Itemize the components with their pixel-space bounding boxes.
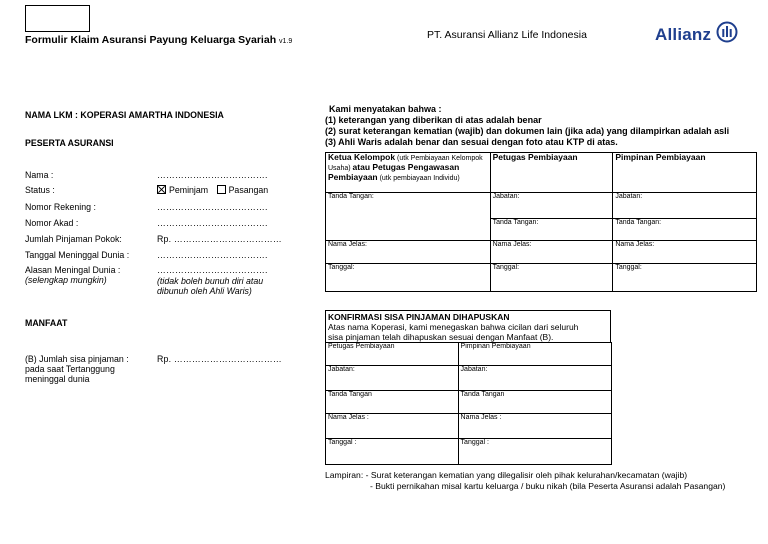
allianz-logo xyxy=(655,21,738,48)
sign-col-1-nama-jelas[interactable]: Nama Jelas: xyxy=(326,241,491,264)
petugas-pengawasan: atau Petugas Pengawasan Pembiayaan xyxy=(328,162,460,182)
pimpinan-pembiayaan-header: Pimpinan Pembiayaan xyxy=(615,152,706,162)
rekening-field[interactable]: ………………………………. xyxy=(157,202,268,212)
pasangan-checkbox[interactable] xyxy=(217,185,226,194)
tanggal-label: Tanggal Meninggal Dunia : xyxy=(25,250,130,260)
akad-label: Nomor Akad : xyxy=(25,218,79,228)
sign-col-2-tanda-tangan[interactable]: Tanda Tangan: xyxy=(490,219,613,241)
konfirmasi-text-2: sisa pinjaman telah dihapuskan sesuai dengan Manfaat (B). xyxy=(328,332,554,342)
konfirmasi-table xyxy=(325,342,612,465)
manfaat-item-1: (B) Jumlah sisa pinjaman : xyxy=(25,354,129,364)
konf-col-1-jabatan[interactable]: Jabatan: xyxy=(326,366,459,391)
sign-col-3-nama-jelas[interactable]: Nama Jelas: xyxy=(613,241,757,264)
peminjam-label: Peminjam xyxy=(169,185,209,195)
jumlah-label: Jumlah Pinjaman Pokok: xyxy=(25,234,122,244)
konf-col-2-tanggal[interactable]: Tanggal : xyxy=(458,439,611,465)
alasan-field[interactable]: ………………………………. xyxy=(157,265,268,275)
konf-col-2-nama-jelas[interactable]: Nama Jelas : xyxy=(458,414,611,439)
sign-col-3-tanggal[interactable]: Tanggal: xyxy=(613,264,757,292)
konfirmasi-box xyxy=(325,310,611,342)
manfaat-heading: MANFAAT xyxy=(25,318,68,328)
sign-col-1-header xyxy=(326,153,491,193)
konf-col-1-tanggal[interactable]: Tanggal : xyxy=(326,439,459,465)
manfaat-item-2: pada saat Tertanggung xyxy=(25,364,115,374)
sign-col-3-tanda-tangan[interactable]: Tanda Tangan: xyxy=(613,219,757,241)
konf-col-2-tanda-tangan[interactable]: Tanda Tangan xyxy=(458,391,611,414)
alasan-hint-2: dibunuh oleh Ahli Waris) xyxy=(157,286,252,296)
pasangan-label: Pasangan xyxy=(228,185,269,195)
ketua-kelompok: Ketua Kelompok xyxy=(328,152,396,162)
form-version: v1.9 xyxy=(279,38,293,45)
declaration-line-3: (3) Ahli Waris adalah benar dan sesuai dengan foto atau KTP di atas. xyxy=(325,137,618,147)
lkm-name: NAMA LKM : KOPERASI AMARTHA INDONESIA xyxy=(25,110,224,120)
status-label: Status : xyxy=(25,185,55,195)
form-title xyxy=(25,34,292,46)
declaration-line-1: (1) keterangan yang diberikan di atas adalah benar xyxy=(325,115,542,125)
manfaat-field[interactable]: Rp. ……………………………… xyxy=(157,354,282,364)
declaration xyxy=(325,104,729,148)
lampiran-line-2: - Bukti pernikahan misal kartu keluarga / buku nikah (bila Peserta Asuransi adalah Pasangan) xyxy=(370,481,726,491)
form-title-text: Formulir Klaim Asuransi Payung Keluarga Syariah xyxy=(25,34,277,46)
peminjam-checkbox[interactable] xyxy=(157,185,166,194)
alasan-hint-1: (tidak boleh bunuh diri atau xyxy=(157,276,264,286)
konf-col-1-nama-jelas[interactable]: Nama Jelas : xyxy=(326,414,459,439)
nama-label: Nama : xyxy=(25,170,54,180)
sign-col-2-nama-jelas[interactable]: Nama Jelas: xyxy=(490,241,613,264)
konf-pimpinan-header: Pimpinan Pembiayaan xyxy=(458,343,611,366)
petugas-pengawasan-note: (utk pembiayaan Individu) xyxy=(379,175,460,182)
nama-field[interactable]: ………………………………. xyxy=(157,170,268,180)
logo-text: Allianz xyxy=(655,24,712,44)
manfaat-item-3: meninggal dunia xyxy=(25,374,90,384)
akad-field[interactable]: ………………………………. xyxy=(157,218,268,228)
alasan-label: Alasan Meningal Dunia : xyxy=(25,265,121,275)
jumlah-field[interactable]: Rp. ……………………………… xyxy=(157,234,282,244)
signature-table xyxy=(325,152,757,292)
sign-col-3-header xyxy=(613,153,757,193)
allianz-eagle-icon xyxy=(716,21,738,48)
peserta-heading: PESERTA ASURANSI xyxy=(25,138,114,148)
konf-petugas-header: Petugas Pembiayaan xyxy=(326,343,459,366)
sign-col-2-header xyxy=(490,153,613,193)
konfirmasi-heading: KONFIRMASI SISA PINJAMAN DIHAPUSKAN xyxy=(328,312,510,322)
sign-col-2-tanggal[interactable]: Tanggal: xyxy=(490,264,613,292)
konf-col-2-jabatan[interactable]: Jabatan: xyxy=(458,366,611,391)
konf-col-1-tanda-tangan[interactable]: Tanda Tangan xyxy=(326,391,459,414)
status-options xyxy=(157,185,268,195)
sign-col-3-jabatan[interactable]: Jabatan: xyxy=(613,193,757,219)
declaration-heading: Kami menyatakan bahwa : xyxy=(329,104,442,114)
ketua-kelompok-note: (utk Pembiayaan Kelompok Usaha) xyxy=(328,155,483,172)
lampiran-line-1: Lampiran: - Surat keterangan kematian yang dilegalisir oleh pihak kelurahan/kecamatan (wajib) xyxy=(325,470,688,480)
konfirmasi-text-1: Atas nama Koperasi, kami menegaskan bahwa cicilan dari seluruh xyxy=(328,322,579,332)
declaration-line-2: (2) surat keterangan kematian (wajib) dan dokumen lain (jika ada) yang dilampirkan adalah asli xyxy=(325,126,730,136)
alasan-note: (selengkap mungkin) xyxy=(25,275,107,285)
sign-col-2-jabatan[interactable]: Jabatan: xyxy=(490,193,613,219)
photo-stamp-box xyxy=(25,5,90,32)
company-name: PT. Asuransi Allianz Life Indonesia xyxy=(427,29,587,41)
sign-col-1-tanda-tangan[interactable]: Tanda Tangan: xyxy=(326,193,491,241)
tanggal-field[interactable]: ………………………………. xyxy=(157,250,268,260)
petugas-pembiayaan-header: Petugas Pembiayaan xyxy=(492,152,578,162)
rekening-label: Nomor Rekening : xyxy=(25,202,96,212)
sign-col-1-tanggal[interactable]: Tanggal: xyxy=(326,264,491,292)
